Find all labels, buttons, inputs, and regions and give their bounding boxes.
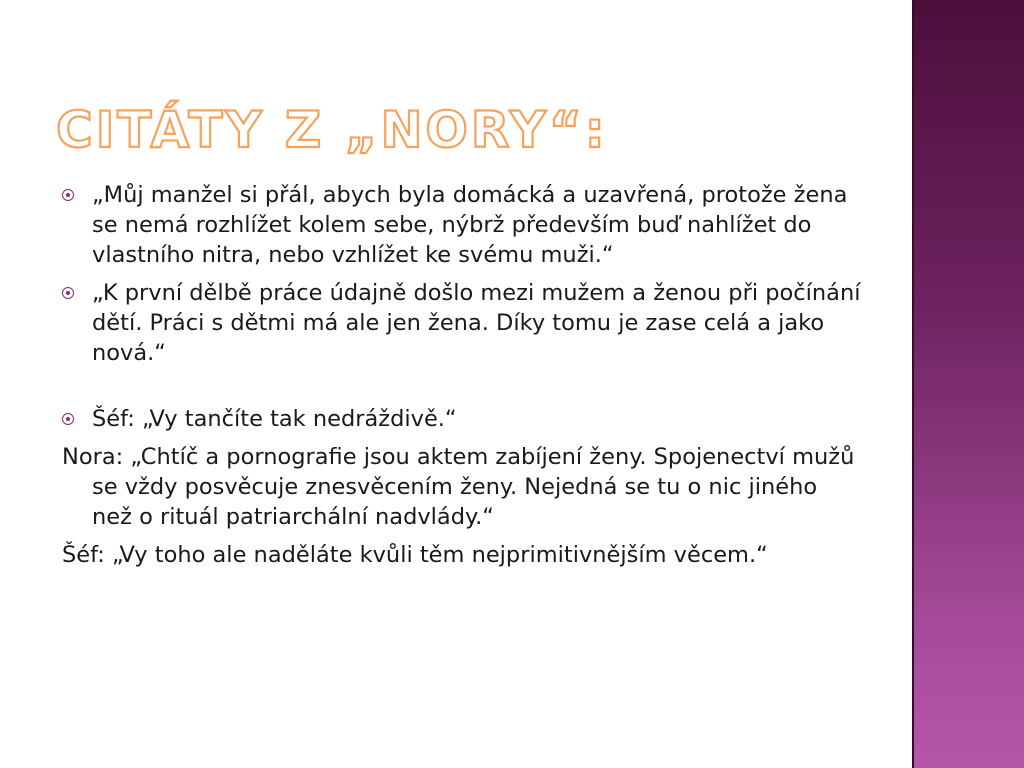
list-item-text: Šéf: „Vy tančíte tak nedráždivě.“ [92, 406, 457, 432]
slide-body [62, 180, 862, 578]
slide-title: CITÁTY Z „NORY“: [56, 101, 608, 159]
list-item [62, 180, 862, 270]
dialogue-text: Nora: „Chtíč a pornografie jsou aktem zabíjení ženy. Spojenectví mužů se vždy posvěcuje znesvěcením ženy. Nejedná se tu o nic jiného než o rituál patriarchální nadvlády.“ [62, 444, 855, 530]
bullet-icon [62, 413, 74, 425]
dialogue-line [62, 540, 862, 570]
bullet-icon [62, 189, 74, 201]
dialogue-line [62, 442, 862, 532]
list-item-text: „Můj manžel si přál, abych byla domácká a uzavřená, protože žena se nemá rozhlížet kolem sebe, nýbrž především buď nahlížet do vlastního nitra, nebo vzhlížet ke svému muži.“ [92, 182, 848, 268]
dialogue-text: Šéf: „Vy toho ale naděláte kvůli těm nejprimitivnějším věcem.“ [62, 542, 768, 568]
bullet-icon [62, 287, 74, 299]
list-item-text: „K první dělbě práce údajně došlo mezi mužem a ženou při počínání dětí. Práci s dětmi má ale jen žena. Díky tomu je zase celá a jako nová.“ [92, 280, 861, 366]
list-item [62, 278, 862, 368]
decorative-sidebar [912, 0, 1024, 768]
list-item [62, 404, 862, 434]
